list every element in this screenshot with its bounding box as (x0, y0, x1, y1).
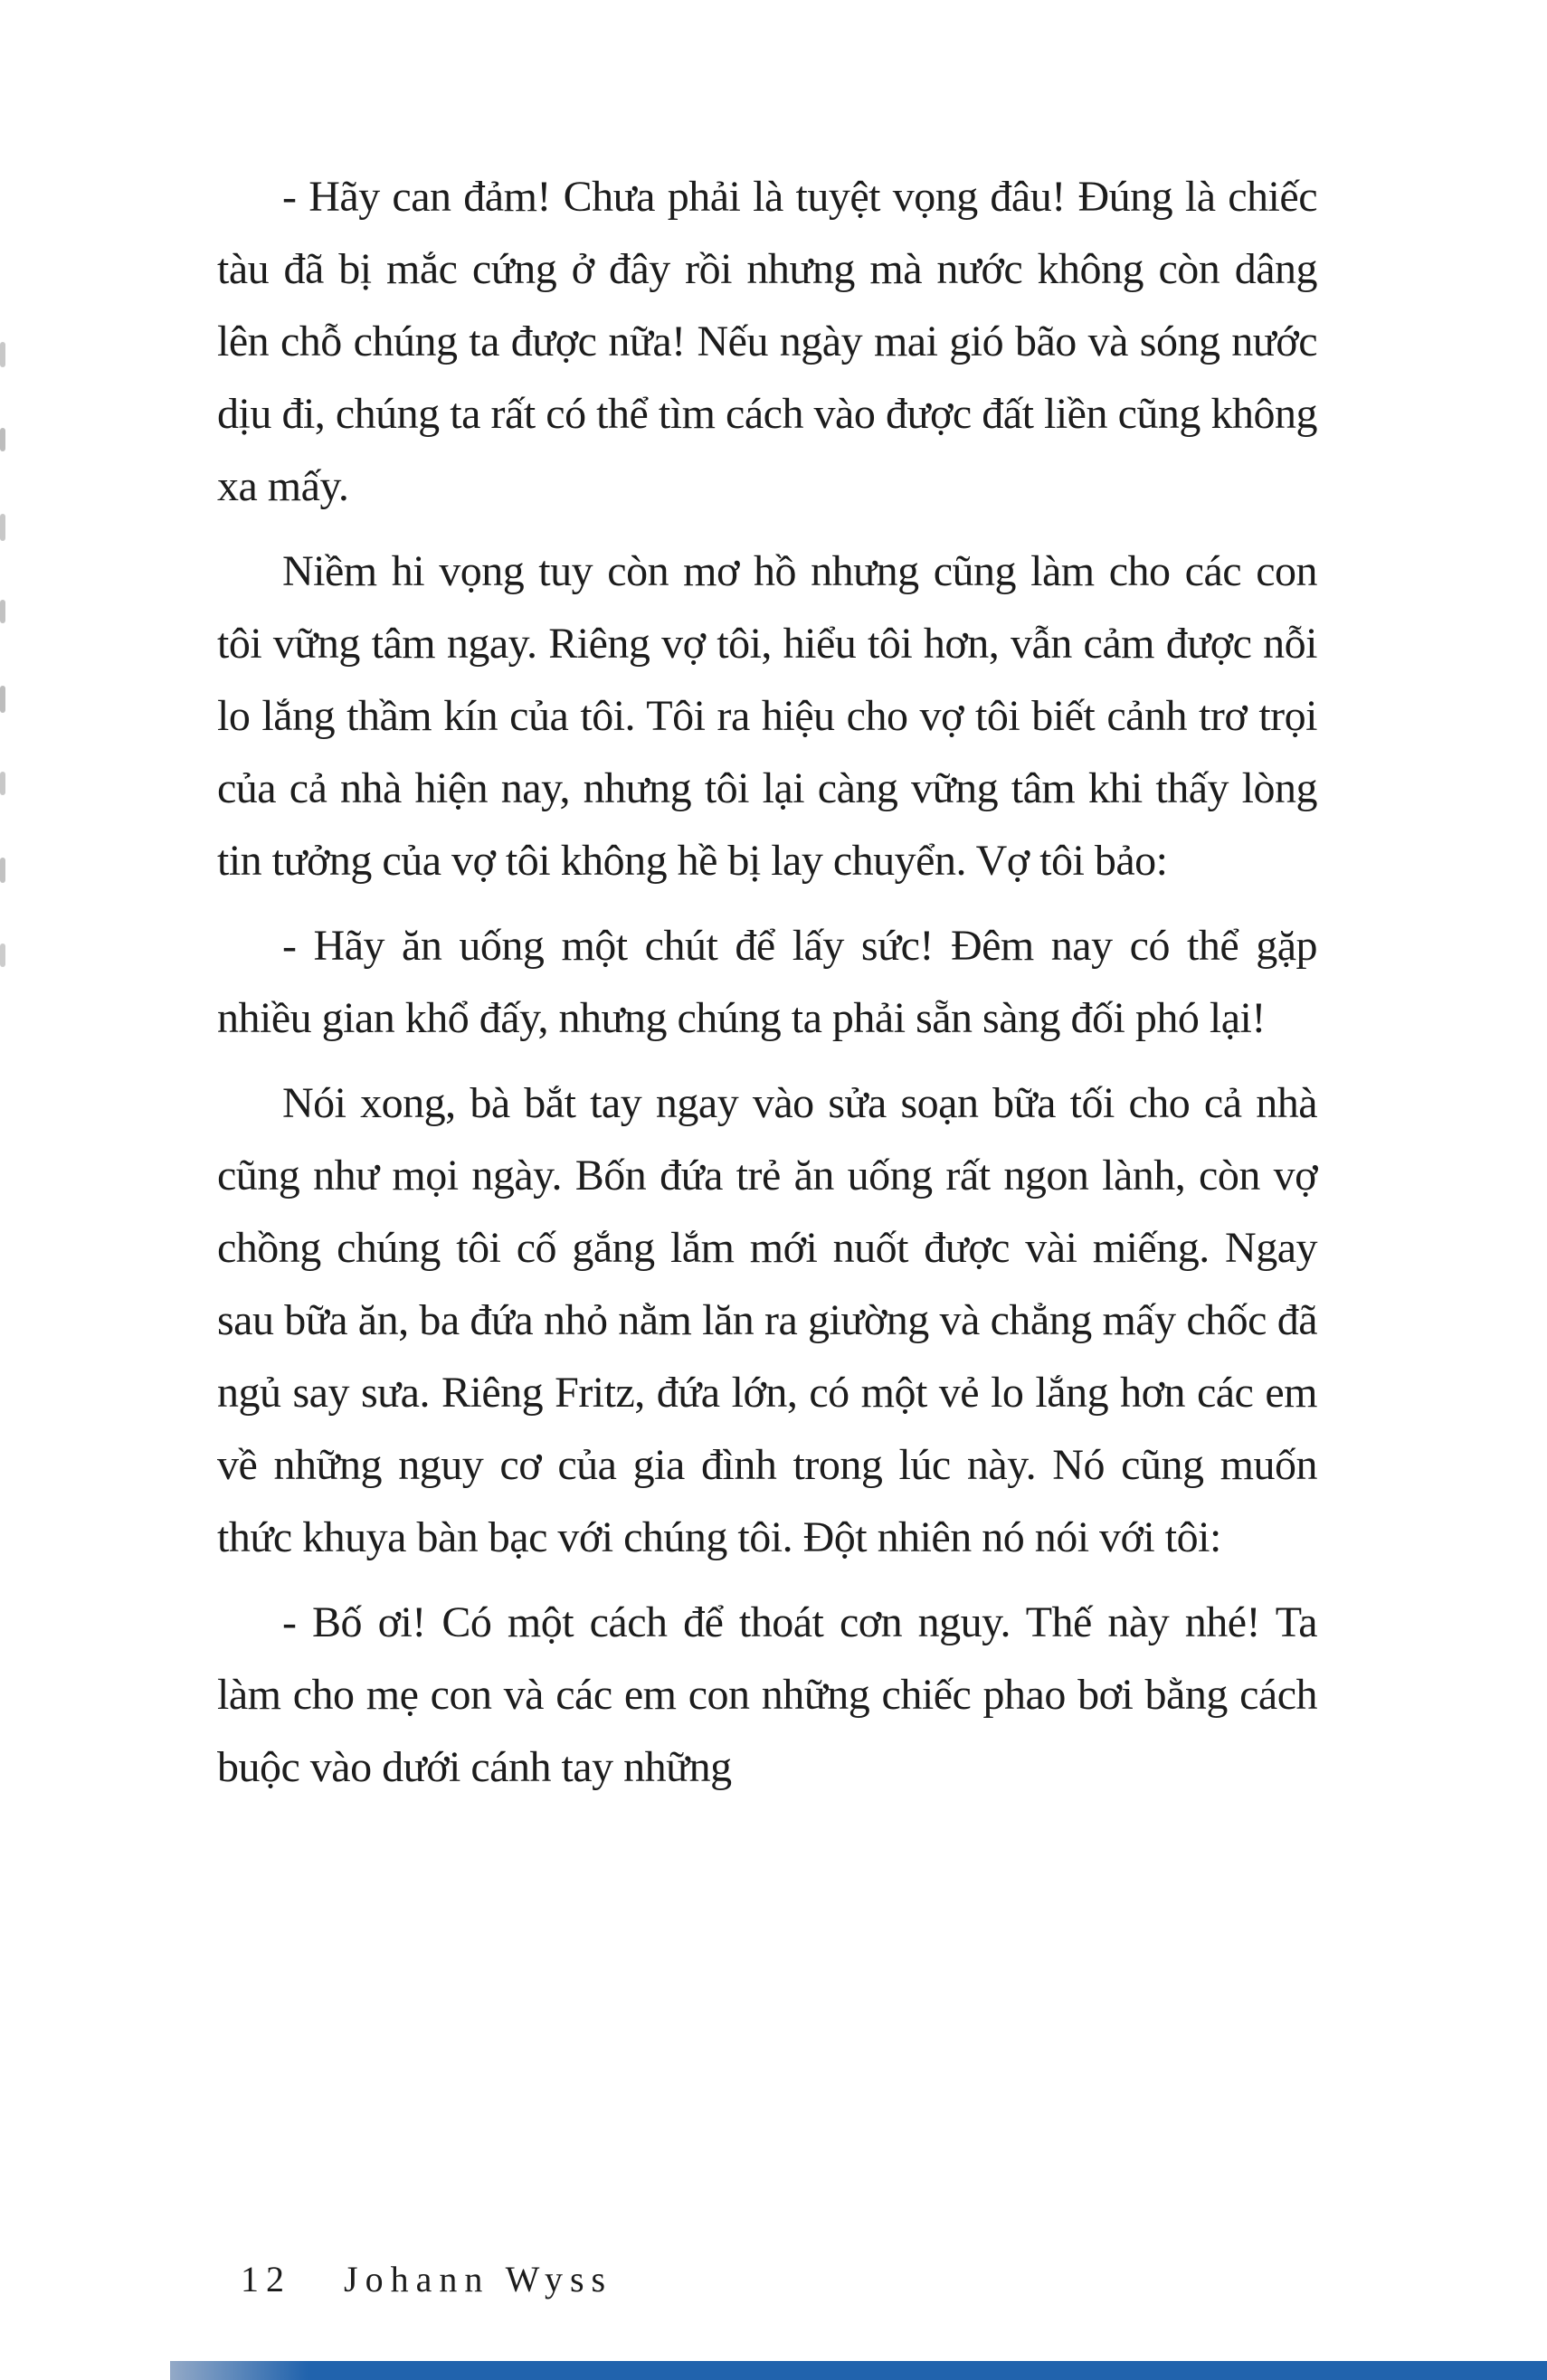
page-number: 12 (241, 2259, 291, 2299)
paragraph-hope: Niềm hi vọng tuy còn mơ hồ nhưng cũng làm cho các con tôi vững tâm ngay. Riêng vợ tôi, hiểu tôi hơn, vẫn cảm được nỗi lo lắng thầm kín của tôi. Tôi ra hiệu cho vợ tôi biết cảnh trơ trọi của cả nhà hiện nay, nhưng tôi lại càng vững tâm khi thấy lòng tin tưởng của vợ tôi không hề bị lay chuyển. Vợ tôi bảo: (217, 547, 1317, 885)
page-footer (241, 2258, 612, 2300)
scan-artifact-mark (0, 858, 5, 883)
body-text (217, 161, 1317, 1816)
scan-artifact-mark (0, 514, 5, 541)
paragraph-dialogue-courage: - Hãy can đảm! Chưa phải là tuyệt vọng đâu! Đúng là chiếc tàu đã bị mắc cứng ở đây rồi nhưng mà nước không còn dâng lên chỗ chúng ta được nữa! Nếu ngày mai gió bão và sóng nước dịu đi, chúng ta rất có thể tìm cách vào được đất liền cũng không xa mấy. (217, 173, 1317, 510)
bottom-color-bar (170, 2361, 1547, 2380)
paragraph-dinner: Nói xong, bà bắt tay ngay vào sửa soạn bữa tối cho cả nhà cũng như mọi ngày. Bốn đứa trẻ ăn uống rất ngon lành, còn vợ chồng chúng tôi cố gắng lắm mới nuốt được vài miếng. Ngay sau bữa ăn, ba đứa nhỏ nằm lăn ra giường và chẳng mấy chốc đã ngủ say sưa. Riêng Fritz, đứa lớn, có một vẻ lo lắng hơn các em về những nguy cơ của gia đình trong lúc này. Nó cũng muốn thức khuya bàn bạc với chúng tôi. Đột nhiên nó nói với tôi: (217, 1079, 1317, 1561)
running-head: Johann Wyss (344, 2259, 613, 2299)
paragraph-dialogue-eat: - Hãy ăn uống một chút để lấy sức! Đêm nay có thể gặp nhiều gian khổ đấy, nhưng chúng ta phải sẵn sàng đối phó lại! (217, 922, 1317, 1042)
paragraph-dialogue-fritz: - Bố ơi! Có một cách để thoát cơn nguy. Thế này nhé! Ta làm cho mẹ con và các em con những chiếc phao bơi bằng cách buộc vào dưới cánh tay những (217, 1598, 1317, 1791)
scan-artifact-mark (0, 686, 5, 713)
scan-artifact-mark (0, 600, 5, 623)
scan-artifact-mark (0, 342, 5, 367)
scan-artifact-mark (0, 772, 5, 795)
scan-artifact-mark (0, 428, 5, 451)
scan-artifact-mark (0, 943, 5, 967)
